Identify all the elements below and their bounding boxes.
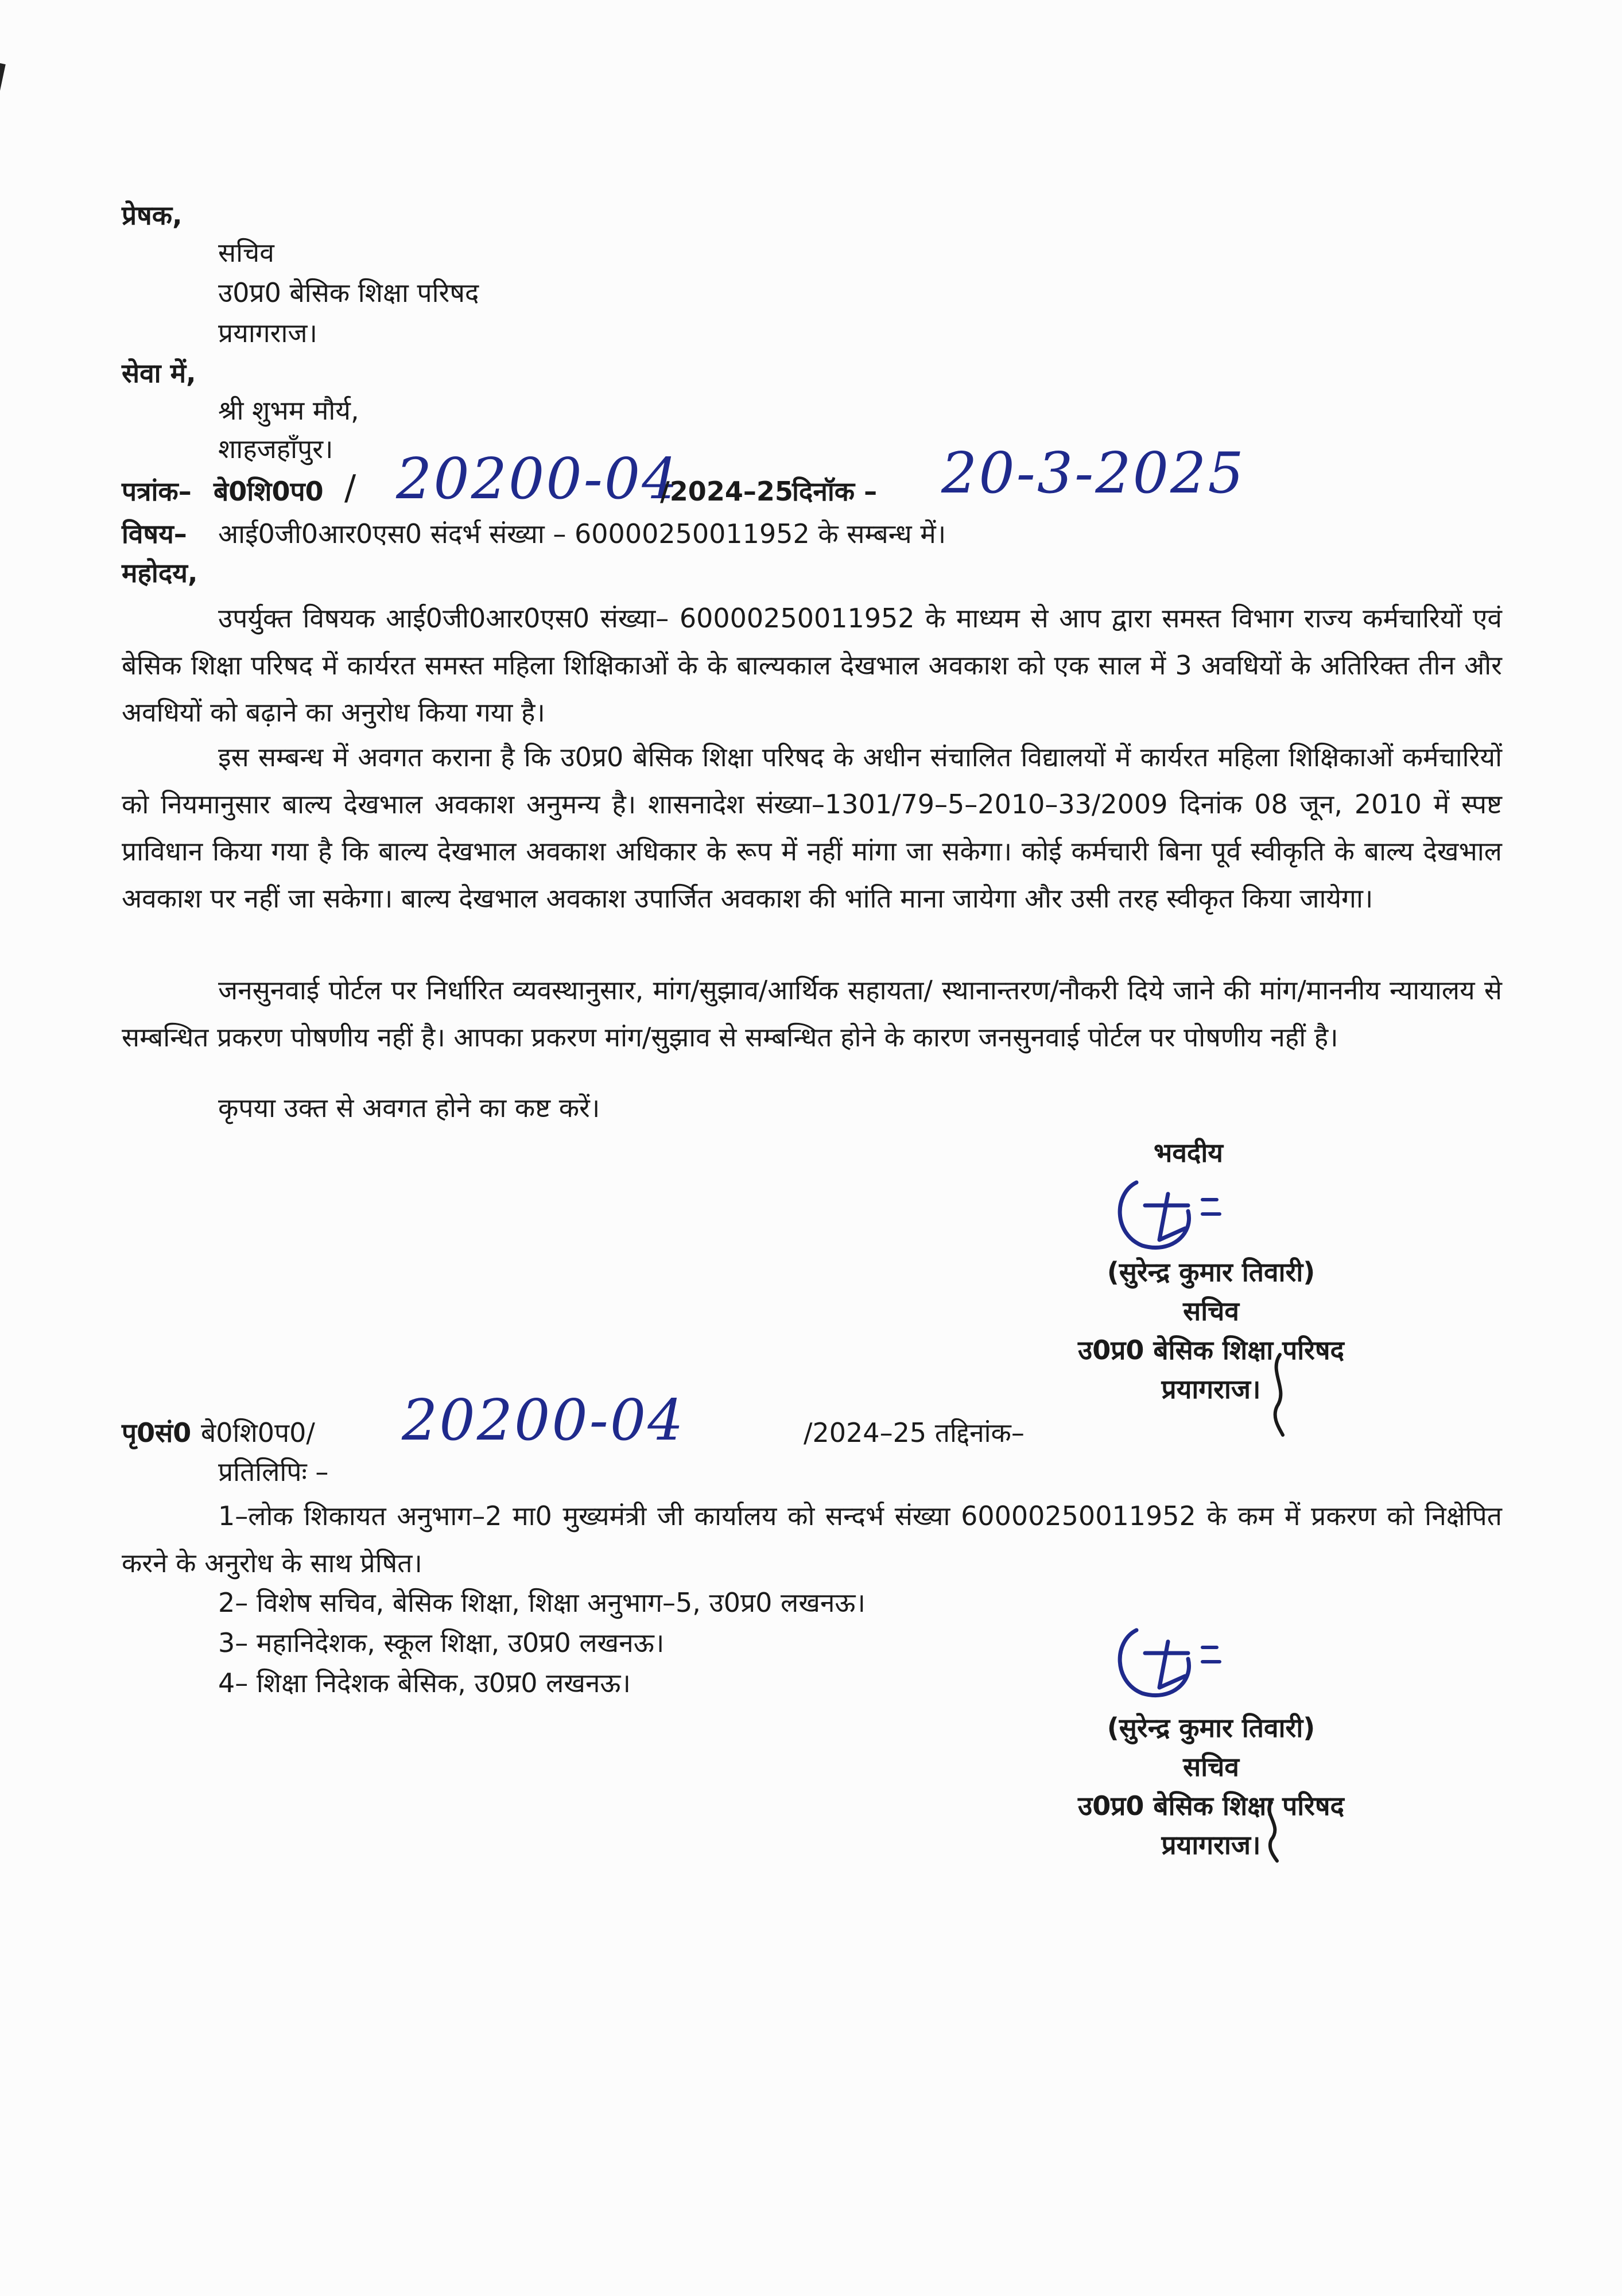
reference-date-handwritten: 20-3-2025 [941,441,1245,506]
sender-line-2: उ0प्र0 बेसिक शिक्षा परिषद [218,277,479,308]
recipient-label: सेवा में, [122,358,196,389]
signature-1 [1102,1159,1251,1257]
salutation: महोदय, [122,557,198,588]
subject-label: विषय– [122,518,187,549]
endorsement-year-date: /2024–25 तद्दिनांक– [804,1417,1025,1448]
copy-item-3: 3– महानिदेशक, स्कूल शिक्षा, उ0प्र0 लखनऊ। [218,1627,665,1658]
signature-2 [1102,1607,1251,1705]
endorsement-prefix: बे0शि0प0/ [201,1417,315,1448]
body-paragraph-2: इस सम्बन्ध में अवगत कराना है कि उ0प्र0 बेसिक शिक्षा परिषद के अधीन संचालित विद्यालयों में कार्यरत महिला शिक्षिकाओं कर्मचारियों को नियमानुसार बाल्य देखभाल अवकाश अनुमन्य है। शासनादेश संख्या–1301/79–5–2010–33/2009 दिनांक 08 जून, 2010 में स्पष्ट प्राविधान किया गया है कि बाल्य देखभाल अवकाश अधिकार के रूप में नहीं मांगा जा सकेगा। कोई कर्मचारी बिना पूर्व स्वीकृति के बाल्य देखभाल अवकाश पर नहीं जा सकेगा। बाल्य देखभाल अवकाश उपार्जित अवकाश की भांति माना जायेगा और उसी तरह स्वीकृत किया जायेगा। [122,742,1502,914]
closing2-office: उ0प्र0 बेसिक शिक्षा परिषद [1077,1790,1344,1821]
closing-signature-block [1056,1252,1366,1409]
recipient-line-2: शाहजहाँपुर। [218,433,333,464]
reference-slash: / [344,468,356,508]
copy-item-2: 2– विशेष सचिव, बेसिक शिक्षा, शिक्षा अनुभाग–5, उ0प्र0 लखनऊ। [218,1587,866,1618]
scan-edge-mark [0,63,6,193]
sender-line-1: सचिव [218,237,274,268]
reference-prefix: बे0शि0प0 [214,476,324,507]
initial-mark-2 [1257,1797,1291,1865]
closing2-signature-block [1056,1708,1366,1864]
body-paragraph-3: जनसुनवाई पोर्टल पर निर्धारित व्यवस्थानुसार, मांग/सुझाव/आर्थिक सहायता/ स्थानान्तरण/नौकरी दिये जाने की मांग/माननीय न्यायालय से सम्बन्धित प्रकरण पोषणीय नहीं है। आपका प्रकरण मांग/सुझाव से सम्बन्धित होने के कारण जनसुनवाई पोर्टल पर पोषणीय नहीं है। [122,975,1502,1053]
copy-item-4: 4– शिक्षा निदेशक बेसिक, उ0प्र0 लखनऊ। [218,1667,631,1698]
copy-item-1: 1–लोक शिकायत अनुभाग–2 मा0 मुख्यमंत्री जी कार्यालय को सन्दर्भ संख्या 60000250011952 के कम में प्रकरण को निक्षेपित करने के अनुरोध के साथ प्रेषित। [122,1500,1502,1578]
sender-label: प्रेषक, [122,200,183,231]
closing-office: उ0प्र0 बेसिक शिक्षा परिषद [1077,1335,1344,1366]
closing2-name: (सुरेन्द्र कुमार तिवारी) [1107,1712,1316,1743]
copy-label: प्रतिलिपिः – [218,1456,329,1487]
endorsement-label: पृ0सं0 [122,1417,192,1448]
body-paragraph-1: उपर्युक्त विषयक आई0जी0आर0एस0 संख्या– 60000250011952 के माध्यम से आप द्वारा समस्त विभाग राज्य कर्मचारियों एवं बेसिक शिक्षा परिषद में कार्यरत समस्त महिला शिक्षिकाओं के के बाल्यकाल देखभाल अवकाश को एक साल में 3 अवधियों के अतिरिक्त तीन और अवधियों को बढ़ाने का अनुरोध किया गया है। [122,603,1502,728]
sender-line-3: प्रयागराज। [218,317,317,348]
subject-text: आई0जी0आर0एस0 संदर्भ संख्या – 60000250011952 के सम्बन्ध में। [218,518,946,549]
body-paragraph-4: कृपया उक्त से अवगत होने का कष्ट करें। [218,1092,600,1123]
reference-date-label: दिनॉक – [792,476,878,507]
recipient-line-1: श्री शुभम मौर्य, [218,395,359,426]
closing2-city: प्रयागराज। [1161,1829,1261,1860]
closing-name: (सुरेन्द्र कुमार तिवारी) [1107,1256,1316,1287]
closing2-designation: सचिव [1183,1751,1239,1782]
reference-number-handwritten: 20200-04 [396,447,680,512]
initial-mark-1 [1263,1349,1297,1441]
closing-city: प्रयागराज। [1161,1374,1261,1405]
closing-yours: भवदीय [1154,1137,1223,1168]
closing-designation: सचिव [1183,1296,1239,1327]
endorsement-number-handwritten: 20200-04 [402,1388,685,1453]
reference-year: /2024–25 [660,476,793,507]
reference-label: पत्रांक– [122,476,192,507]
